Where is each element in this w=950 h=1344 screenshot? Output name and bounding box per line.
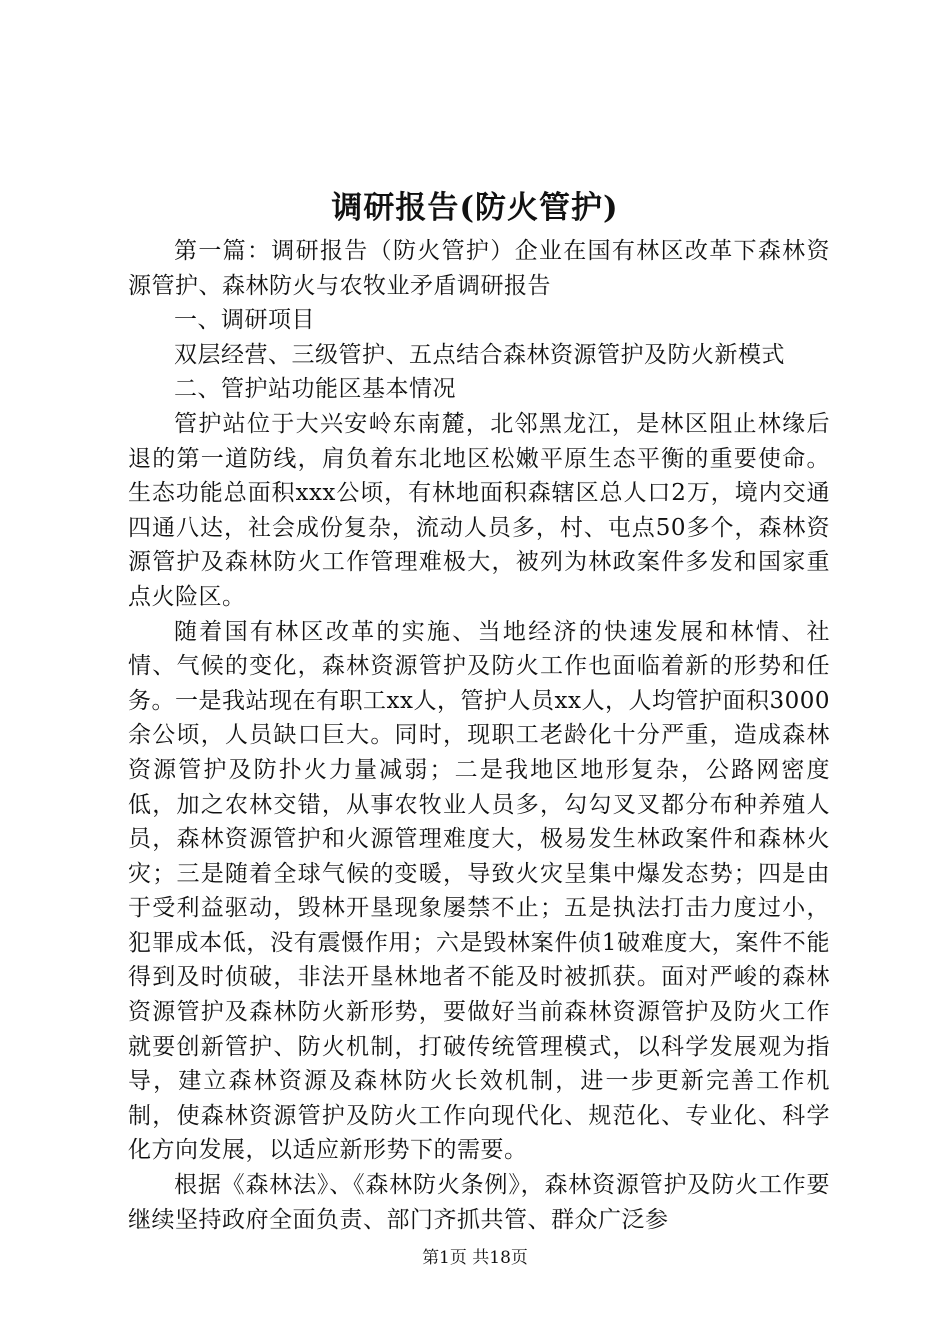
heading-station-overview: 二、管护站功能区基本情况 (174, 376, 456, 403)
heading-research-project: 一、调研项目 (174, 307, 315, 334)
paragraph-legal-basis: 根据《森林法》、《森林防火条例》，森林资源管护及防火工作要继续坚持政府全面负责、部门齐抓共管、群众广泛参 (128, 1172, 830, 1233)
paragraph-project-model: 双层经营、三级管护、五点结合森林资源管护及防火新模式 (174, 341, 785, 368)
document-title: 调研报告(防火管护) (331, 190, 619, 226)
paragraph-station-location: 管护站位于大兴安岭东南麓，北邻黑龙江，是林区阻止林缘后退的第一道防线，肩负着东北地区松嫩平原生态平衡的重要使命。生态功能总面积xxx公顷，有林地面积森辖区总人口2万，境内交通四通八达，社会成份复杂，流动人员多，村、屯点50多个，森林资源管护及森林防火工作管理难极大，被列为林政案件多发和国家重点火险区。 (128, 410, 830, 610)
page-number-footer: 第1页 共18页 (422, 1248, 528, 1268)
paragraph-reform-challenges: 随着国有林区改革的实施、当地经济的快速发展和林情、社情、气候的变化，森林资源管护及防火工作也面临着新的形势和任务。一是我站现在有职工xx人，管护人员xx人，人均管护面积3000余公顷，人员缺口巨大。同时，现职工老龄化十分严重，造成森林资源管护及防扑火力量减弱；二是我地区地形复杂，公路网密度低，加之农林交错，从事农牧业人员多，勾勾叉叉都分布种养殖人员，森林资源管护和火源管理难度大，极易发生林政案件和森林火灾；三是随着全球气候的变暖，导致火灾呈集中爆发态势；四是由于受利益驱动，毁林开垦现象屡禁不止；五是执法打击力度过小，犯罪成本低，没有震慑作用；六是毁林案件侦1破难度大，案件不能得到及时侦破，非法开垦林地者不能及时被抓获。面对严峻的森林资源管护及森林防火新形势，要做好当前森林资源管护及防火工作就要创新管护、防火机制，打破传统管理模式，以科学发展观为指导，建立森林资源及森林防火长效机制，进一步更新完善工作机制，使森林资源管护及防火工作向现代化、规范化、专业化、科学化方向发展，以适应新形势下的需要。 (128, 618, 830, 1164)
paragraph-intro: 第一篇：调研报告（防火管护）企业在国有林区改革下森林资源管护、森林防火与农牧业矛盾调研报告 (128, 238, 830, 299)
document-body (128, 234, 830, 1237)
